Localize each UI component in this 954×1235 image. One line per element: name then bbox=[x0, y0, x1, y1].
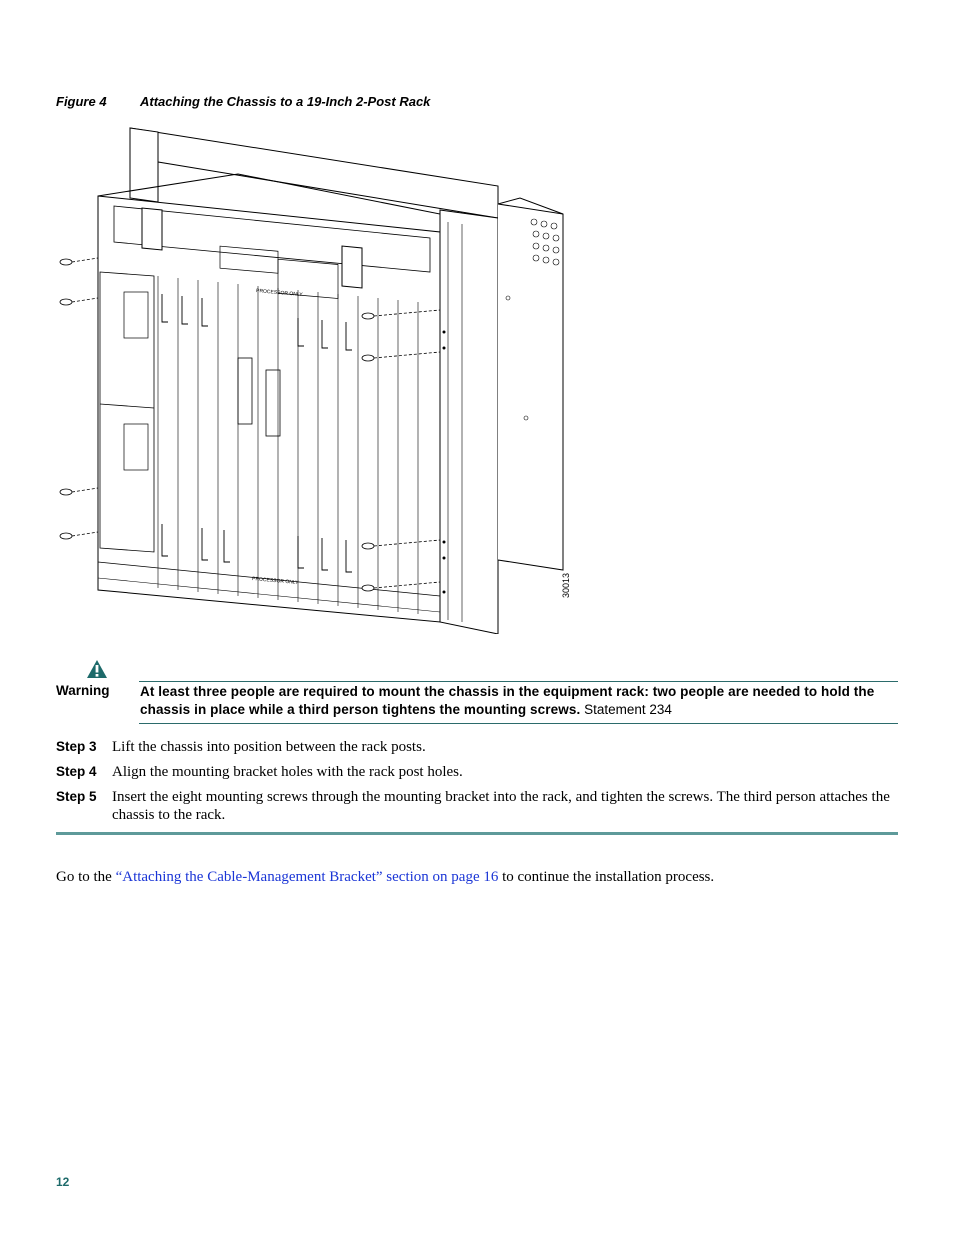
step-3-label: Step 3 bbox=[56, 739, 97, 754]
figure-art-id: 30013 bbox=[561, 572, 571, 598]
chassis-rack-illustration bbox=[58, 122, 578, 634]
paragraph-suffix: to continue the installation process. bbox=[498, 869, 715, 885]
cable-management-link[interactable]: “Attaching the Cable-Management Bracket” section on page 16 bbox=[115, 869, 499, 885]
figure-caption bbox=[56, 94, 430, 109]
figure-title: Attaching the Chassis to a 19-Inch 2-Post Rack bbox=[140, 94, 431, 109]
warning-rule-bottom bbox=[139, 723, 898, 724]
warning-body: At least three people are required to mount the chassis in the equipment rack: two people are needed to hold the chassis in place while a third person tightens the mounting screws. bbox=[140, 684, 875, 717]
warning-label: Warning bbox=[56, 683, 110, 698]
step-4-label: Step 4 bbox=[56, 764, 97, 779]
paragraph-prefix: Go to the bbox=[56, 869, 116, 885]
step-5-label: Step 5 bbox=[56, 789, 97, 804]
warning-rule-top bbox=[139, 681, 898, 682]
section-end-rule bbox=[56, 832, 898, 835]
figure-number: Figure 4 bbox=[56, 94, 107, 109]
warning-statement: Statement 234 bbox=[584, 702, 672, 717]
step-5-text: Insert the eight mounting screws through the mounting bracket into the rack, and tighten the screws. The third person attaches the chassis to the rack. bbox=[112, 789, 890, 823]
warning-icon bbox=[86, 659, 108, 679]
step-3-text: Lift the chassis into position between the rack posts. bbox=[112, 739, 426, 755]
step-4-text: Align the mounting bracket holes with the rack post holes. bbox=[112, 764, 463, 780]
panel-bottom-label: PROCESSOR ONLY bbox=[251, 576, 299, 587]
page-number: 12 bbox=[56, 1175, 70, 1189]
panel-top-label: PROCESSOR ONLY bbox=[255, 288, 303, 299]
warning-text bbox=[140, 683, 900, 719]
continue-paragraph bbox=[56, 868, 916, 886]
